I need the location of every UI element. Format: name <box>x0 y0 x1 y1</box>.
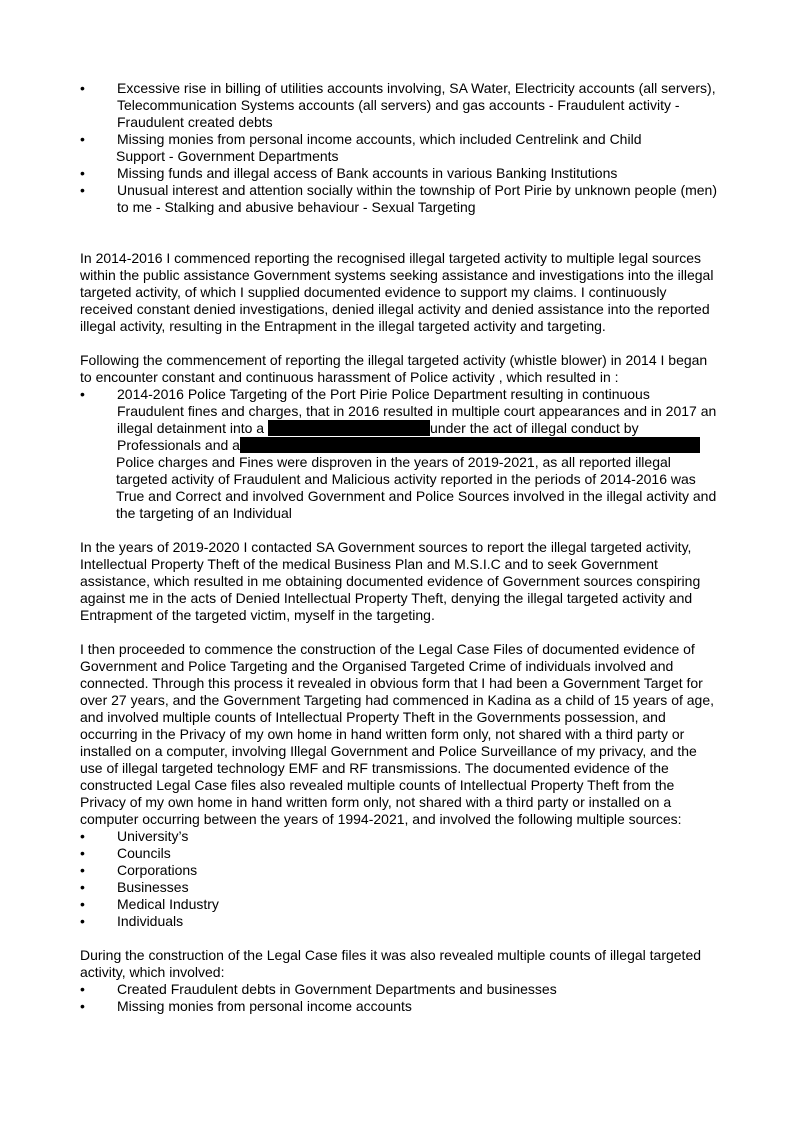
list-item-text: Excessive rise in billing of utilities accounts involving, SA Water, Electricity accounts (all servers), Telecommunication Systems accounts (all servers) and gas accounts - Fraudulent activity - Fraudulent created debts <box>117 80 716 130</box>
list-item-text: Missing funds and illegal access of Bank accounts in various Banking Institutions <box>117 165 618 181</box>
list-item-text: Unusual interest and attention socially within the township of Port Pirie by unknown people (men) to me - Stalking and abusive behaviour - Sexual Targeting <box>117 182 717 215</box>
list-item <box>80 386 720 454</box>
police-item-text-2: under the act of illegal conduct by <box>430 420 639 436</box>
list-item <box>80 80 720 131</box>
police-item-text-3: Professionals and a <box>117 437 240 453</box>
list-item-text: Businesses <box>117 879 189 895</box>
list-item <box>80 165 720 182</box>
list-item-text: Missing monies from personal income accounts <box>117 998 412 1014</box>
list-item <box>80 862 720 879</box>
list-item-continuation: Support - Government Departments <box>116 148 339 164</box>
list-item <box>80 131 720 148</box>
list-item-text: Missing monies from personal income accounts, which included Centrelink and Child <box>117 131 642 147</box>
list-item <box>80 998 720 1015</box>
list-item <box>80 182 720 216</box>
list-item-text: Individuals <box>117 913 184 929</box>
list-item-text: University’s <box>117 828 189 844</box>
list-item <box>80 879 720 896</box>
sources-list <box>80 828 720 930</box>
list-item <box>80 913 720 930</box>
paragraph-reporting: In 2014-2016 I commenced reporting the recognised illegal targeted activity to multiple legal sources within the public assistance Government systems seeking assistance and investigations into the illegal targeted activity, of which I supplied documented evidence to support my claims. I continuously received constant denied investigations, denied illegal activity and denied assistance into the reported illegal activity, resulting in the Entrapment in the illegal targeted activity and targeting. <box>80 250 714 334</box>
list-item <box>80 981 720 998</box>
redaction-box <box>268 420 430 436</box>
list-item-text: Medical Industry <box>117 896 219 912</box>
redaction-box <box>240 437 700 453</box>
police-list <box>80 386 720 454</box>
paragraph-revealed-activity: During the construction of the Legal Case files it was also revealed multiple counts of illegal targeted activity, which involved: <box>80 947 702 980</box>
paragraph-government-sources: In the years of 2019-2020 I contacted SA Government sources to report the illegal targeted activity, Intellectual Property Theft of the medical Business Plan and M.S.I.C and to seek Government assistance, which resulted in me obtaining documented evidence of Government sources conspiring against me in the acts of Denied Intellectual Property Theft, denying the illegal targeted activity and Entrapment of the targeted victim, myself in the targeting. <box>80 539 701 623</box>
utilities-list <box>80 80 720 148</box>
final-list <box>80 981 720 1015</box>
list-item-text: Created Fraudulent debts in Government Departments and businesses <box>117 981 557 997</box>
list-item <box>80 896 720 913</box>
paragraph-legal-case-files: I then proceeded to commence the construction of the Legal Case Files of documented evidence of Government and Police Targeting and the Organised Targeted Crime of individuals involved and connected. Through this process it revealed in obvious form that I had been a Government Target for over 27 years, and the Government Targeting had commenced in Kadina as a child of 15 years of age, and involved multiple counts of Intellectual Property Theft in the Governments possession, and occurring in the Privacy of my own home in hand written form only, not shared with a third party or installed on a computer, involving Illegal Government and Police Surveillance of my privacy, and the use of illegal targeted technology EMF and RF transmissions. The documented evidence of the constructed Legal Case files also revealed multiple counts of Intellectual Property Theft from the Privacy of my own home in hand written form only, not shared with a third party or installed on a computer occurring between the years of 1994-2021, and involved the following multiple sources: <box>80 641 715 827</box>
paragraph-whistleblower: Following the commencement of reporting the illegal targeted activity (whistle blower) in 2014 I began to encounter constant and continuous harassment of Police activity , which resulted in : <box>80 352 708 385</box>
document-page <box>80 80 720 1015</box>
list-item <box>80 828 720 845</box>
list-item-text: Corporations <box>117 862 198 878</box>
list-item <box>80 845 720 862</box>
police-item-text-1: 2014-2016 Police Targeting of the Port Pirie Police Department resulting in continuous Fraudulent fines and charges, that in 2016 resulted in multiple court appearances and in 2017 an illegal detainment into a <box>117 386 717 436</box>
police-item-continuation: Police charges and Fines were disproven in the years of 2019-2021, as all reported illegal targeted activity of Fraudulent and Malicious activity reported in the periods of 2014-2016 was True and Correct and involved Government and Police Sources involved in the illegal activity and the targeting of an Individual <box>116 454 717 521</box>
list-item-text: Councils <box>117 845 171 861</box>
utilities-list-cont <box>80 165 720 216</box>
